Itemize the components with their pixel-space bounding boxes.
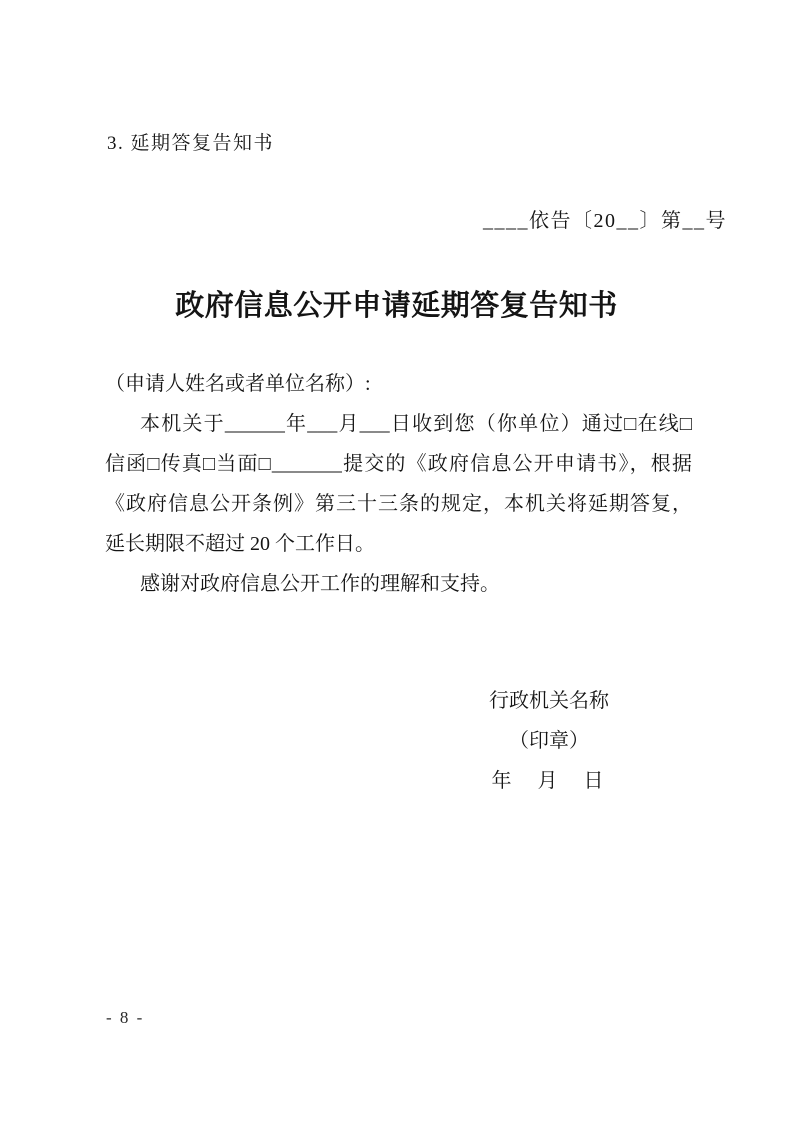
document-body [105, 364, 692, 604]
seal-placeholder-line: （印章） [509, 730, 589, 752]
page-number: - 8 - [106, 1008, 145, 1027]
salutation-line: （申请人姓名或者单位名称）: [105, 373, 371, 395]
date-line: 年 月 日 [491, 770, 607, 792]
signature-block [468, 681, 630, 801]
doc-number: ____依告〔20__〕第__号 [483, 210, 727, 232]
body-line-regulation: 《政府信息公开条例》第三十三条的规定，本机关将延期答复， [105, 493, 692, 515]
body-line-channels: 信函□传真□当面□_______提交的《政府信息公开申请书》，根据 [105, 453, 692, 475]
body-line-extension-limit: 延长期限不超过 20 个工作日。 [105, 533, 375, 555]
agency-name-line: 行政机关名称 [489, 690, 609, 712]
closing-line: 感谢对政府信息公开工作的理解和支持。 [140, 573, 500, 595]
document-title: 政府信息公开申请延期答复告知书 [175, 290, 618, 322]
body-line-received-date: 本机关于______年___月___日收到您（你单位）通过□在线□ [140, 413, 692, 435]
section-heading: 3. 延期答复告知书 [107, 133, 275, 154]
